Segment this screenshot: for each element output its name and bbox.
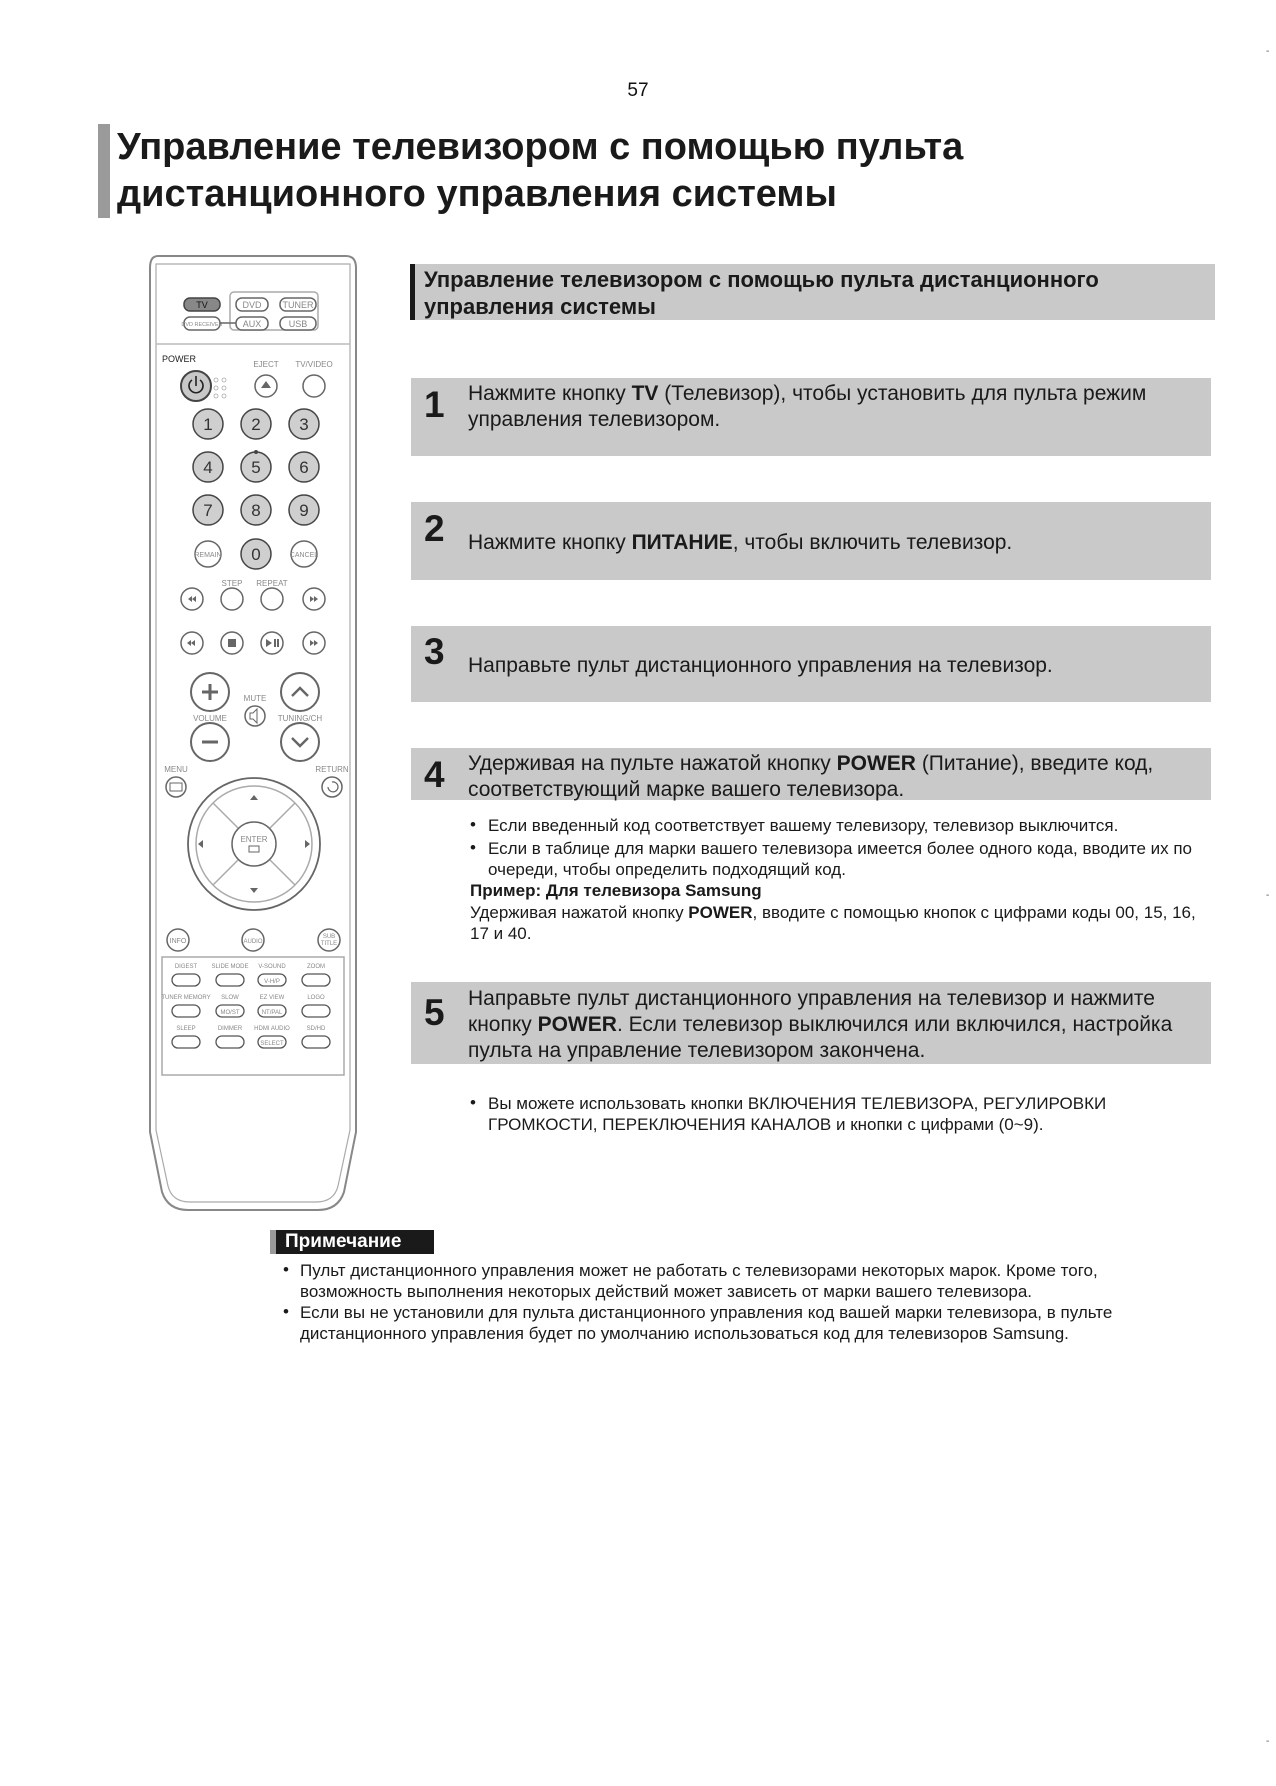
- remote-tuner-label: TUNER: [282, 300, 314, 310]
- step-1-text-bold: TV: [631, 382, 659, 405]
- page-title: [117, 124, 1117, 218]
- remote-return-label: RETURN: [315, 765, 349, 774]
- step-4-text-after: (Питание), введите код, соответствующий марке вашего телевизора.: [468, 752, 1154, 801]
- note-heading: Примечание: [285, 1231, 402, 1252]
- step-5-bullet: Вы можете использовать кнопки ВКЛЮЧЕНИЯ ТЕЛЕВИЗОРА, РЕГУЛИРОВКИ ГРОМКОСТИ, ПЕРЕКЛЮЧЕНИЯ КАНАЛОВ и кнопки с цифрами (0~9).: [488, 1094, 1107, 1134]
- example-text: [470, 902, 1210, 944]
- remote-remain-label: REMAIN: [194, 552, 222, 559]
- step-4-text: [468, 751, 1208, 803]
- step-4-bullet-1: Если введенный код соответствует вашему телевизору, телевизор выключится.: [488, 816, 1119, 835]
- note-item-2-dot: •: [283, 1302, 289, 1321]
- remote-bottom-label-hdmiaudio: HDMI AUDIO: [254, 1026, 290, 1032]
- remote-dvd-label: DVD: [242, 300, 262, 310]
- remote-dvd-receiver-label: DVD RECEIVER: [181, 322, 223, 328]
- remote-enter-label: ENTER: [240, 835, 268, 844]
- margin-mark: -: [1266, 1736, 1270, 1747]
- remote-bottom-label-slidemode: SLIDE MODE: [211, 964, 249, 970]
- step-4-bullet-2: Если в таблице для марки вашего телевизора имеется более одного кода, вводите их по очереди, чтобы определить подходящий код.: [488, 839, 1193, 879]
- step-2-number: 2: [424, 508, 445, 549]
- step-4-text-bold: POWER: [836, 752, 916, 775]
- step-2-text: [468, 530, 1208, 556]
- example-text-after: , вводите с помощью кнопок с цифрами коды 00, 15, 16, 17 и 40.: [470, 903, 1196, 943]
- remote-bottom-label-sleep: SLEEP: [176, 1026, 196, 1032]
- remote-cancel-label: CANCEL: [289, 552, 319, 559]
- remote-digit-8: 8: [251, 501, 261, 520]
- step-5-text-before: Направьте пульт дистанционного управления на телевизор и нажмите кнопку: [468, 987, 1155, 1036]
- remote-power-label: POWER: [161, 354, 197, 364]
- remote-usb-label: USB: [288, 319, 308, 329]
- remote-key-most: MO/ST: [220, 1010, 240, 1016]
- remote-bottom-label-dimmer: DIMMER: [217, 1026, 243, 1032]
- remote-bottom-label-digest: DIGEST: [174, 964, 198, 970]
- step-5-number: 5: [424, 992, 445, 1033]
- remote-repeat-label: REPEAT: [256, 579, 288, 588]
- step-1-text-after: (Телевизор), чтобы установить для пульта режим управления телевизором.: [468, 382, 1147, 431]
- step-4-bullet-2-dot: •: [470, 838, 476, 857]
- step-5-text-after: . Если телевизор выключился или включился, настройка пульта на управление телевизором закончена.: [468, 1013, 1173, 1062]
- remote-digit-1: 1: [203, 415, 213, 434]
- margin-mark: -: [1266, 46, 1270, 57]
- remote-key-vhp: V-H/P: [264, 979, 280, 985]
- step-5-text: [468, 986, 1208, 1064]
- step-2-text-after: , чтобы включить телевизор.: [732, 531, 1013, 554]
- remote-digit-9: 9: [299, 501, 309, 520]
- example-text-before: Удерживая нажатой кнопку: [470, 903, 689, 922]
- step-1-text: [468, 381, 1208, 433]
- remote-menu-label: MENU: [164, 765, 188, 774]
- step-4-text-before: Удерживая на пульте нажатой кнопку: [468, 752, 837, 775]
- step-1-number: 1: [424, 384, 445, 425]
- step-4-number: 4: [424, 754, 445, 795]
- remote-mute-label: MUTE: [243, 694, 267, 703]
- remote-bottom-label-ezview: EZ VIEW: [259, 995, 285, 1001]
- step-5-bullet-dot: •: [470, 1093, 476, 1112]
- remote-key-ntpal: NT/PAL: [261, 1010, 283, 1016]
- step-4-bullet-1-dot: •: [470, 815, 476, 834]
- step-5-text-bold: POWER: [537, 1013, 617, 1036]
- remote-subtitle-label-1: SUB: [322, 934, 336, 940]
- remote-tvvideo-label: TV/VIDEO: [295, 360, 333, 369]
- remote-digit-5: 5: [251, 458, 261, 477]
- note-item-1-dot: •: [283, 1260, 289, 1279]
- margin-mark: -: [1266, 890, 1270, 901]
- step-2-text-before: Нажмите кнопку: [468, 531, 632, 554]
- section-heading-line-1: Управление телевизором с помощью пульта дистанционного: [424, 267, 1099, 292]
- remote-volume-label: VOLUME: [193, 714, 227, 723]
- remote-bottom-label-logo: LOGO: [307, 995, 325, 1001]
- remote-digit-6: 6: [299, 458, 309, 477]
- remote-digit-4: 4: [203, 458, 213, 477]
- remote-info-label: INFO: [169, 938, 187, 945]
- remote-key-select: SELECT: [260, 1041, 284, 1047]
- example-heading: Пример: Для телевизора Samsung: [470, 881, 762, 900]
- remote-digit-0: 0: [251, 545, 261, 564]
- remote-eject-label: EJECT: [253, 360, 279, 369]
- page-number: 57: [627, 80, 649, 101]
- remote-bottom-label-tunermemory: TUNER MEMORY: [161, 995, 211, 1001]
- note-item-1: Пульт дистанционного управления может не работать с телевизорами некоторых марок. Кроме того, возможность выполнения некоторых действий может зависеть от марки вашего телевизора.: [300, 1261, 1098, 1301]
- remote-step-label: STEP: [221, 579, 243, 588]
- remote-aux-label: AUX: [242, 319, 262, 329]
- remote-tv-label: TV: [196, 300, 208, 310]
- remote-bottom-label-zoom: ZOOM: [307, 964, 325, 970]
- page-title-line-2: дистанционного управления системы: [117, 173, 837, 215]
- note-item-2: Если вы не установили для пульта дистанционного управления код вашей марки телевизора, в пульте дистанционного управления будет по умолчанию использоваться код для телевизоров Samsung.: [300, 1303, 1113, 1343]
- remote-audio-label: AUDIO: [243, 939, 263, 945]
- remote-bottom-label-vsound: V-SOUND: [258, 964, 286, 970]
- section-heading: [424, 266, 1204, 320]
- step-3-text: Направьте пульт дистанционного управления на телевизор.: [468, 654, 1053, 677]
- page-title-line-1: Управление телевизором с помощью пульта: [117, 126, 964, 168]
- remote-bottom-label-sdhd: SD/HD: [306, 1026, 326, 1032]
- remote-tuning-label: TUNING/CH: [277, 714, 323, 723]
- step-2-text-bold: ПИТАНИЕ: [631, 531, 733, 554]
- remote-bottom-label-slow: SLOW: [221, 995, 239, 1001]
- title-accent-bar: [98, 124, 110, 218]
- remote-digit-7: 7: [203, 501, 213, 520]
- remote-control-illustration: [148, 252, 368, 1212]
- remote-subtitle-label-2: TITLE: [320, 941, 338, 947]
- remote-digit-2: 2: [251, 415, 261, 434]
- remote-digit-3: 3: [299, 415, 309, 434]
- section-heading-line-2: управления системы: [424, 294, 656, 319]
- step-3-number: 3: [424, 631, 445, 672]
- step-1-text-before: Нажмите кнопку: [468, 382, 632, 405]
- example-text-bold: POWER: [688, 903, 753, 922]
